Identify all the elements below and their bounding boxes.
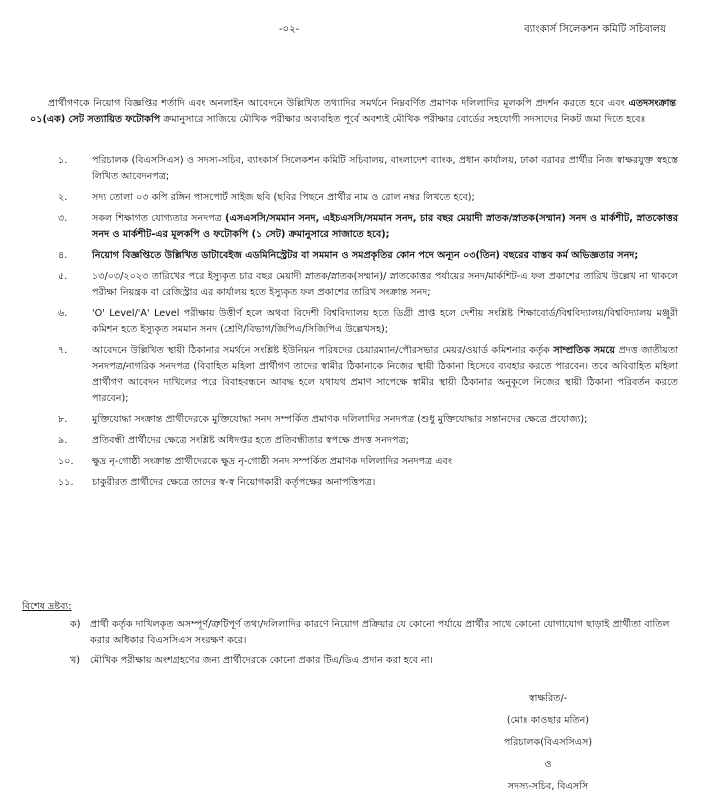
item-number: ২.: [58, 192, 68, 203]
item-text: সদ্য তোলা ০৩ কপি রঙ্গিন পাসপোর্ট সাইজ ছবি (ছবির পিছনে প্রার্থীর নাম ও রোল নম্বর লিখতে হবে);: [92, 192, 475, 203]
list-item: [58, 153, 678, 185]
item-text: প্রতিবন্ধী প্রার্থীদের ক্ষেত্রে সংশ্লিষ্ট অধিদপ্তর হতে প্রতিবন্ধীতার স্বপক্ষে প্রদত্ত সনদপত্র;: [92, 435, 409, 446]
note-label: খ): [70, 655, 81, 666]
list-item: [58, 269, 678, 301]
item-text-bold: নিয়োগ বিজ্ঞপ্তিতে উল্লিখিত ডাটাবেইজ এডমিনিস্ট্রেটর বা সমমান ও সমপ্রকৃতির কোন পদে অন্যূন ০৩(তিন) বছরের বাস্তব কর্ম অভিজ্ঞতার সনদ;: [92, 250, 639, 261]
list-item: [58, 211, 678, 243]
intro-paragraph: [30, 96, 676, 128]
special-note: [70, 653, 674, 669]
item-number: ১০.: [58, 456, 74, 467]
item-text: মুক্তিযোদ্ধা সংক্রান্ত প্রার্থীদেরকে মুক্তিযোদ্ধা সনদ সম্পর্কিত প্রমাণক দলিলাদির সনদপত্র (শুধু মুক্তিযোদ্ধার সন্তানদের ক্ষেত্রে প্রযোজ্য);: [92, 414, 588, 425]
item-number: ৭.: [58, 345, 68, 356]
intro-bold-text: এতদসংক্রান্ত ০১(এক) সেট সত্যায়িত ফটোকপি: [30, 98, 676, 125]
note-label: ক): [70, 619, 81, 630]
list-item: [58, 306, 678, 338]
special-notes-title: বিশেষ দ্রষ্টব্য:: [22, 601, 72, 612]
intro-text-1: প্রার্থীগণকে নিয়োগ বিজ্ঞপ্তির শর্তাদি এবং অনলাইন আবেদনে উল্লিখিত তথ্যাদির সমর্থনে নিম্নবর্ণিত প্রমাণক দলিলাদির মূলকপি প্রদর্শন করতে হবে এবং: [48, 98, 629, 109]
list-item: [58, 248, 678, 264]
item-text: চাকুরীরত প্রার্থীদের ক্ষেত্রে তাদের স্ব-স্ব নিয়োগকারী কর্তৃপক্ষের অনাপত্তিপত্র।: [92, 477, 376, 488]
item-number: ১.: [58, 155, 68, 166]
item-number: ১১.: [58, 477, 74, 488]
list-item: [58, 454, 678, 470]
special-notes: [22, 599, 674, 673]
item-number: ৩.: [58, 213, 68, 224]
page-header: [0, 22, 702, 38]
intro-text-2: ক্রমানুসারে সাজিয়ে মৌখিক পরীক্ষার অব্যবহিত পূর্বে অবশ্যই মৌখিক পরীক্ষার বোর্ডের সহযোগী সদস্যদের নিকট জমা দিতে হবেঃ: [160, 114, 646, 125]
item-number: ৪.: [58, 250, 68, 261]
item-number: ৮.: [58, 414, 68, 425]
list-item: [58, 475, 678, 491]
note-text: প্রার্থী কর্তৃক দাখিলকৃত অসম্পূর্ণ/ত্রুটিপূর্ণ তথ্য/দলিলাদির কারণে নিয়োগ প্রক্রিয়ার যে কোনো পর্যায়ে প্রার্থীর সাথে কোনো যোগাযোগ ছাড়াই প্রার্থীতা বাতিল করার অধিকার বিএসসিএস সংরক্ষণ করে।: [90, 619, 670, 646]
signatory-role: সদস্য-সচিব, বিএসসি: [507, 781, 589, 792]
item-text-plain: আবেদনে উল্লিখিত স্থায়ী ঠিকানার সমর্থনে সংশ্লিষ্ট ইউনিয়ন পরিষদের চেয়ারম্যান/পৌরসভার মেয়র/ওয়ার্ড কমিশনার কর্তৃক: [92, 345, 554, 356]
item-text: [92, 211, 678, 243]
special-note: [70, 617, 674, 649]
item-text: [92, 343, 678, 407]
item-text-bold: সাম্প্রতিক সময়ে: [553, 345, 615, 356]
item-number: ৯.: [58, 435, 68, 446]
signed-mark: স্বাক্ষরিত/-: [528, 693, 568, 704]
note-text: মৌখিক পরীক্ষায় অংশগ্রহণের জন্য প্রার্থীদেরকে কোনো প্রকার টিএ/ডিএ প্রদান করা হবে না।: [90, 655, 433, 666]
item-text-bold: (এসএসসি/সমমান সনদ, এইচএসসি/সমমান সনদ, চার বছর মেয়াদী স্নাতক/স্নাতক(সম্মান) সনদ ও মার্কশীট, স্নাতকোত্তর সনদ ও মার্কশীট-এর মূলকপি ও ফটোকপি (১ সেট) ক্রমানুসারে সাজাতে হবে);: [92, 213, 678, 240]
list-item: [58, 433, 678, 449]
document-list: [58, 153, 678, 496]
signatory-designation: পরিচালক(বিএসসিএস): [503, 737, 593, 748]
item-number: ৬.: [58, 308, 68, 319]
item-text-plain: সকল শিক্ষাগত যোগ্যতার সনদপত্র: [92, 213, 226, 224]
item-text: 'O' Level/'A' Level পরীক্ষায় উত্তীর্ণ হলে অথবা বিদেশী বিশ্ববিদ্যালয় হতে ডিগ্রী প্রাপ্ত হলে দেশীয় সংশ্লিষ্ট শিক্ষাবোর্ড/বিশ্ববিদ্যালয়/বিশ্ববিদ্যালয় মঞ্জুরী কমিশন হতে ইস্যুকৃত সমমান সনদ (শ্রেণি/বিভাগ/জিপিএ/সিজিপিএ উল্লেখসহ);: [92, 308, 678, 335]
item-text: পরিচালক (বিএসসিএস) ও সদস্য-সচিব, ব্যাংকার্স সিলেকশন কমিটি সচিবালয়, বাংলাদেশ ব্যাংক, প্রধান কার্যালয়, ঢাকা বরাবর প্রার্থীর নিজ স্বাক্ষরযুক্ত স্বহস্তে লিখিত আবেদনপত্র;: [92, 155, 678, 182]
list-item: [58, 343, 678, 407]
list-item: [58, 412, 678, 428]
item-text: ১৩/০৩/২০২৩ তারিখের পরে ইস্যুকৃত চার বছর মেয়াদী স্নাতক/স্নাতক(সম্মান)/ স্নাতকোত্তর পর্যায়ের সনদ/মার্কশিট-এ ফল প্রকাশের তারিখ উল্লেখ না থাকলে পরীক্ষা নিয়ন্ত্রক বা রেজিস্ট্রার এর কার্যালয় হতে ইস্যুকৃত ফল প্রকাশের তারিখ সংক্রান্ত সনদ;: [92, 271, 678, 298]
item-text: ক্ষুদ্র নৃ-গোষ্ঠী সংক্রান্ত প্রার্থীদেরকে ক্ষুদ্র নৃ-গোষ্ঠী সনদ সম্পর্কিত প্রমাণক দলিলাদির সনদপত্র এবং: [92, 456, 453, 467]
item-text-plain-2: প্রদত্ত জাতীয়তা সনদপত্র/নাগরিক সনদপত্র (বিবাহিত মহিলা প্রার্থীগণ তাদের স্বামীর ঠিকানাকে নিজের স্থায়ী ঠিকানা হিসেবে ব্যবহার করতে পারবেন। তবে অবিবাহিত মহিলা প্রার্থীগণ আবেদন দাখিলের পরে বিবাহবন্ধনে আবদ্ধ হলে যথাযথ প্রমাণ সাপেক্ষে স্বামীর স্থায়ী ঠিকানার অনুকূলে নিজের স্থায়ী ঠিকানা পরিবর্তন করতে পারবেন);: [92, 345, 679, 404]
page-number: -০২-: [279, 24, 300, 35]
signatory-name: (মোঃ কাওছার মতিন): [506, 715, 590, 726]
item-number: ৫.: [58, 271, 68, 282]
list-item: [58, 190, 678, 206]
signature-conjunction: ও: [544, 759, 552, 770]
office-name: ব্যাংকার্স সিলেকশন কমিটি সচিবালয়: [524, 24, 666, 35]
signature-block: [480, 688, 616, 798]
